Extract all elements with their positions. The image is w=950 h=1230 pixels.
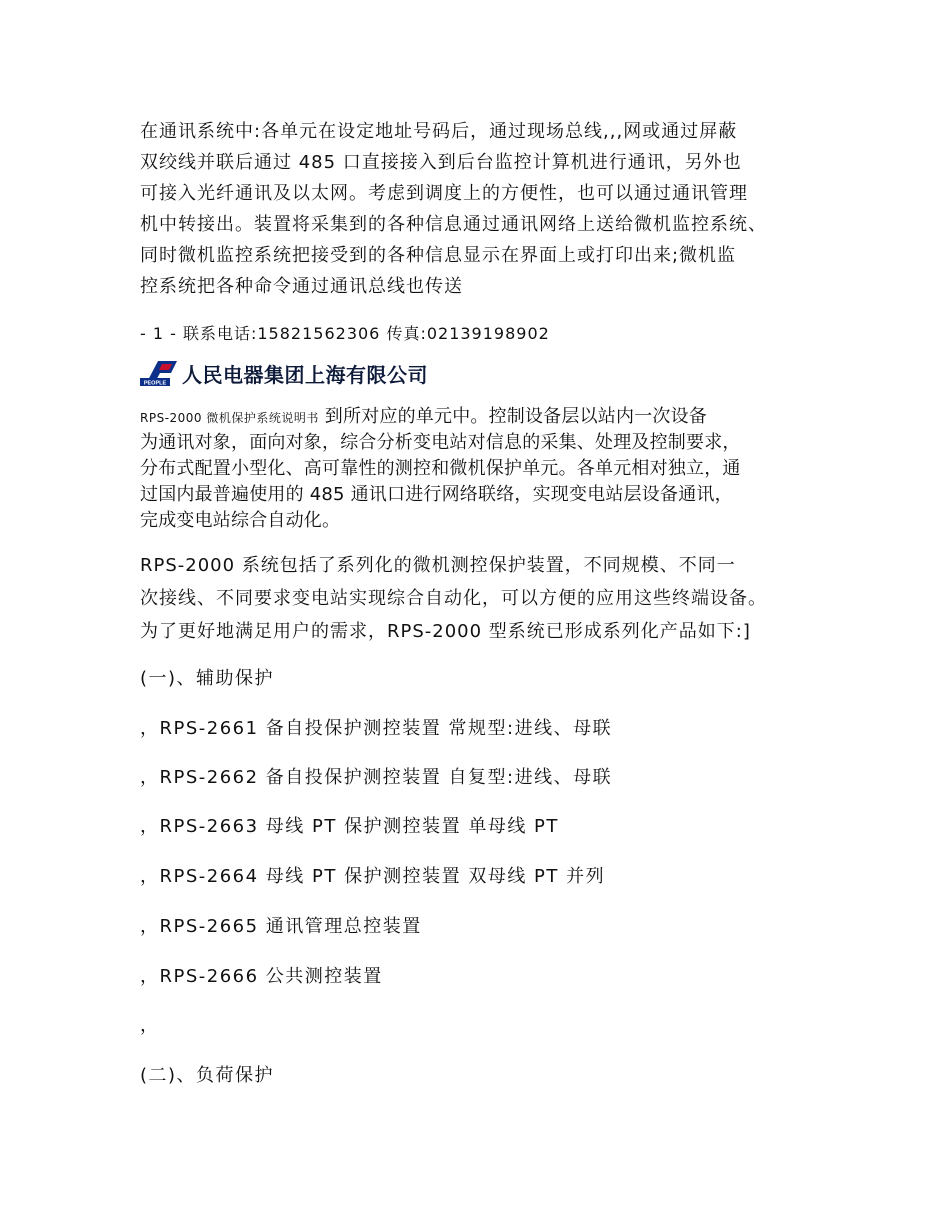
paragraph-line: RPS-2000 系统包括了系列化的微机测控保护装置，不同规模、不同一 [140, 555, 736, 576]
list-item: ，RPS-2663 母线 PT 保护测控装置 单母线 PT [140, 816, 559, 837]
paragraph-line: 为通讯对象，面向对象，综合分析变电站对信息的采集、处理及控制要求， [140, 432, 741, 453]
section-heading: (一)、辅助保护 [140, 668, 275, 689]
paragraph-line: 机中转接出。装置将采集到的各种信息通过通讯网络上送给微机监控系统、 [140, 214, 767, 235]
list-item: ，RPS-2666 公共测控装置 [140, 966, 383, 987]
company-logo-mark-icon [140, 358, 180, 388]
paragraph-line: 分布式配置小型化、高可靠性的测控和微机保护单元。各单元相对独立，通 [140, 458, 741, 479]
paragraph-line: 过国内最普遍使用的 485 通讯口进行网络联络，实现变电站层设备通讯， [140, 484, 733, 505]
section-heading: (二)、负荷保护 [140, 1065, 275, 1086]
paragraph-line [140, 408, 707, 426]
paragraph-line: 为了更好地满足用户的需求，RPS-2000 型系统已形成系列化产品如下:] [140, 621, 751, 642]
manual-title: RPS-2000 微机保护系统说明书 [140, 411, 319, 425]
paragraph-line: 可接入光纤通讯及以太网。考虑到调度上的方便性，也可以通过通讯管理 [140, 183, 748, 204]
paragraph-line: 同时微机监控系统把接受到的各种信息显示在界面上或打印出来;微机监 [140, 245, 737, 266]
company-logo [140, 357, 428, 389]
list-item: ，RPS-2661 备自投保护测控装置 常规型:进线、母联 [140, 718, 613, 739]
paragraph-line: 双绞线并联后通过 485 口直接接入到后台监控计算机进行通讯，另外也 [140, 152, 742, 173]
paragraph-text: 到所对应的单元中。控制设备层以站内一次设备 [318, 406, 708, 427]
paragraph-line: 完成变电站综合自动化。 [140, 510, 341, 531]
company-name: 人民电器集团上海有限公司 [182, 362, 428, 387]
list-item: ，RPS-2664 母线 PT 保护测控装置 双母线 PT 并列 [140, 866, 606, 887]
list-item: ，RPS-2662 备自投保护测控装置 自复型:进线、母联 [140, 767, 613, 788]
page-footer-contact: - 1 - 联系电话:15821562306 传真:02139198902 [140, 324, 550, 343]
paragraph-line: 在通讯系统中:各单元在设定地址号码后，通过现场总线,,,网或通过屏蔽 [140, 121, 738, 142]
paragraph-line: 控系统把各种命令通过通讯总线也传送 [140, 276, 463, 297]
list-item: ，RPS-2665 通讯管理总控装置 [140, 916, 422, 937]
list-item: ， [140, 1015, 160, 1036]
paragraph-line: 次接线、不同要求变电站实现综合自动化，可以方便的应用这些终端设备。 [140, 588, 767, 609]
logo-mark-text: PEOPLE [143, 380, 167, 387]
